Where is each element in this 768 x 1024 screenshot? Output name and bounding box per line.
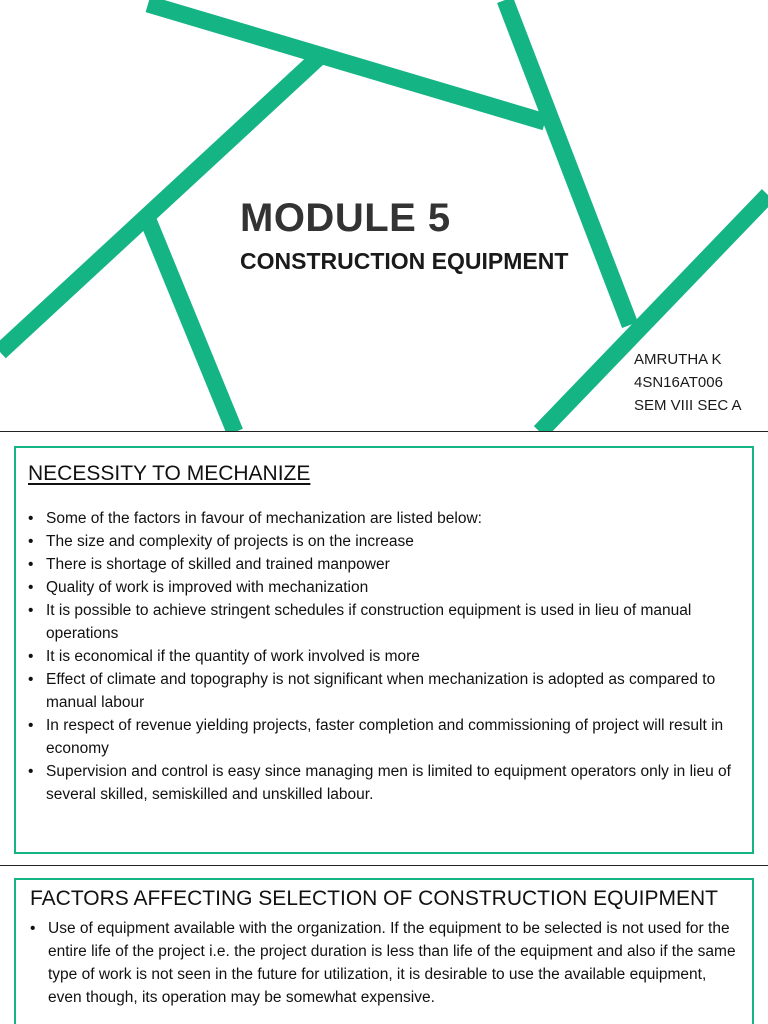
list-item <box>28 714 740 760</box>
list-item <box>28 760 740 806</box>
bullet-list <box>30 917 742 1009</box>
list-item <box>28 507 740 530</box>
list-item <box>28 553 740 576</box>
list-item-text: Effect of climate and topography is not significant when mechanization is adopted as compared to manual labour <box>46 671 716 711</box>
deco-line-lower-left <box>148 220 235 432</box>
slide-heading: NECESSITY TO MECHANIZE <box>28 462 311 485</box>
list-item-text: Quality of work is improved with mechanization <box>46 579 369 596</box>
deco-line-right <box>505 0 630 325</box>
bullet-glyph: • <box>28 671 34 688</box>
list-item-text: There is shortage of skilled and trained manpower <box>46 556 390 573</box>
list-item-text: It is economical if the quantity of work involved is more <box>46 648 420 665</box>
bullet-glyph: • <box>28 579 34 596</box>
list-item <box>28 599 740 645</box>
list-item-text: Use of equipment available with the organization. If the equipment to be selected is not used for the entire life of the project i.e. the project duration is less than life of the equipment and also if the same type of work is not seen in the future for utilization, it is desirable to use the available equipment, even though, its operation may be somewhat expensive. <box>48 920 736 1006</box>
deco-line-top <box>148 4 545 122</box>
bullet-glyph: • <box>28 763 34 780</box>
author-block <box>634 348 742 417</box>
list-item <box>28 530 740 553</box>
author-id: 4SN16AT006 <box>634 374 723 391</box>
slide-title: MODULE 5 <box>240 196 451 240</box>
author-name: AMRUTHA K <box>634 351 722 368</box>
bullet-list <box>28 507 740 806</box>
bullet-glyph: • <box>28 648 34 665</box>
list-item-text: Supervision and control is easy since managing men is limited to equipment operators only in lieu of several skilled, semiskilled and unskilled labour. <box>46 763 731 803</box>
list-item-text: It is possible to achieve stringent schedules if construction equipment is used in lieu of manual operations <box>46 602 692 642</box>
necessity-slide <box>0 433 768 866</box>
bullet-glyph: • <box>28 556 34 573</box>
list-item <box>28 576 740 599</box>
bullet-glyph: • <box>30 920 36 937</box>
bullet-glyph: • <box>28 602 34 619</box>
list-item-text: Some of the factors in favour of mechanization are listed below: <box>46 510 482 527</box>
title-slide <box>0 0 768 432</box>
list-item <box>30 917 742 1009</box>
bullet-glyph: • <box>28 717 34 734</box>
bullet-glyph: • <box>28 510 34 527</box>
list-item-text: In respect of revenue yielding projects, faster completion and commissioning of project will result in economy <box>46 717 724 757</box>
slide-heading: FACTORS AFFECTING SELECTION OF CONSTRUCTION EQUIPMENT <box>30 887 718 910</box>
bullet-glyph: • <box>28 533 34 550</box>
list-item <box>28 668 740 714</box>
list-item <box>28 645 740 668</box>
author-section: SEM VIII SEC A <box>634 397 742 414</box>
list-item-text: The size and complexity of projects is on the increase <box>46 533 414 550</box>
factors-slide <box>0 867 768 1024</box>
slide-subtitle: CONSTRUCTION EQUIPMENT <box>240 248 569 274</box>
